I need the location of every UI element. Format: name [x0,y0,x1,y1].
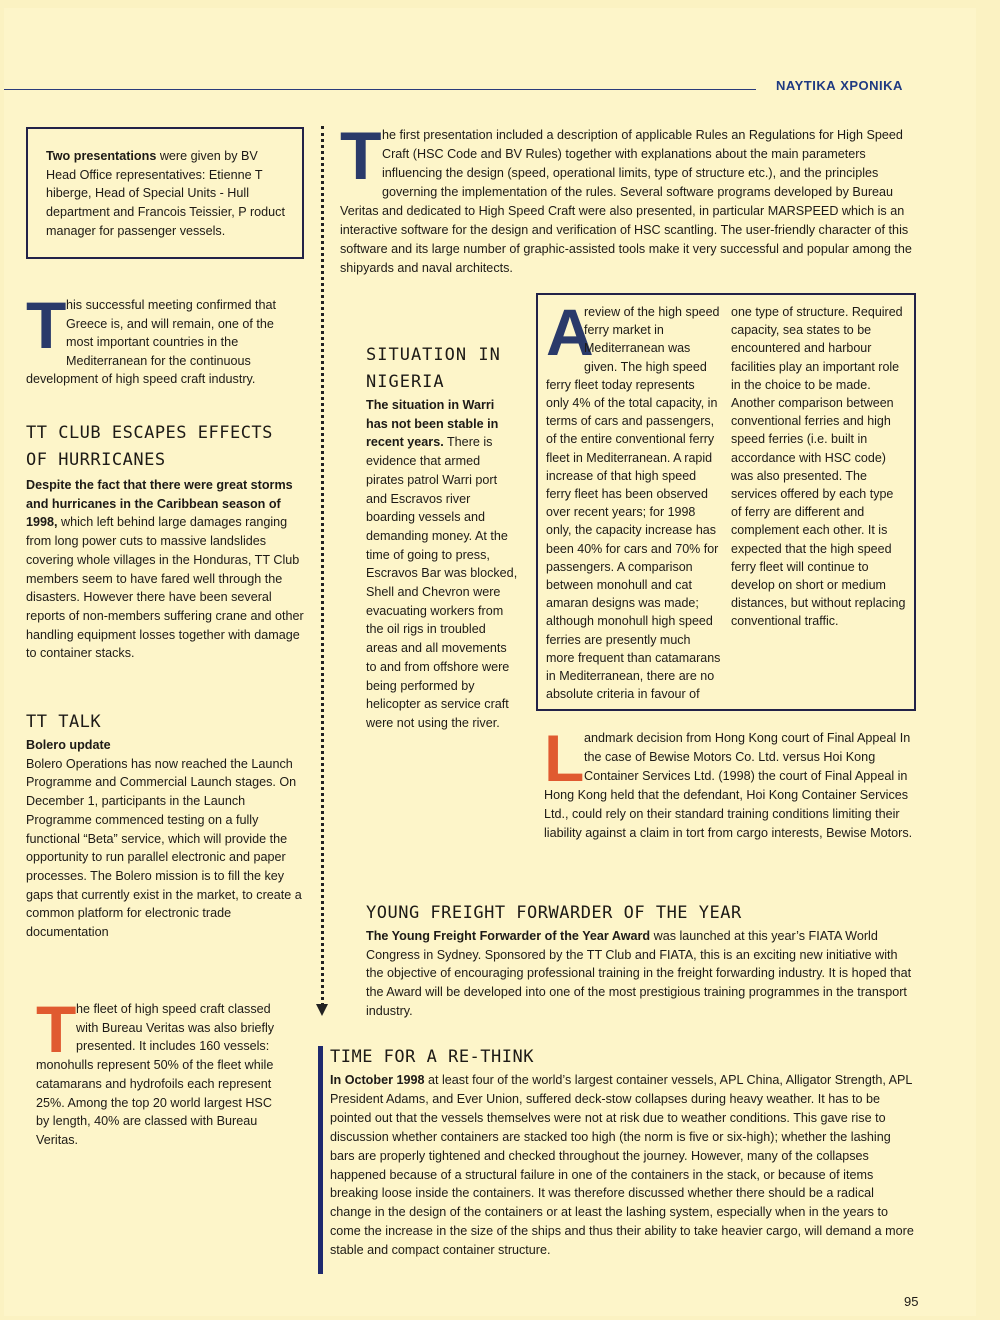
rethink-lead: In October 1998 [330,1073,425,1087]
drop-cap: L [544,721,585,795]
first-presentation-text: he first presentation included a description of applicable Rules an Regulations for High Speed Craft (HSC Code and BV Rules) together with explanations about the main parameters influencing the design (speed, operational limits, type of structure etc.), and the principles governing the implementation of the rules. Several software programs developed by Bureau Veritas and dedicated to High Speed Craft were also presented, in particular MARSPEED which is an interactive software for the design and verification of HSC scantling. The user-friendly character of this software and its large number of graphic-assisted tools make it very successful and popular among the shipyards and naval architects. [340,128,912,275]
review-box [536,293,916,711]
first-presentation-article [340,118,912,278]
landmark-text: andmark decision from Hong Kong court of Final Appeal In the case of Bewise Motors Co. Ltd. versus Hoi Kong Container Services Ltd. (1998) the court of Final Appeal in Hong Kong held that the defendant, Hoi Kong Container Services Ltd., could rely on their standard training conditions limiting their liability against a claim in tort from cargo interests, Bewise Motors. [544,731,913,840]
divider-arrow-icon [316,1004,328,1016]
nigeria-article [366,342,518,733]
young-forwarder-text: was launched at this year’s FIATA World Congress in Sydney. Sponsored by the TT Club and FIATA, this is an exciting new initiative with the objective of encouraging professional training in the freight forwarding industry. It is hoped that the Award will be developed into one of the most prestigious training programmes in the transport industry. [366,929,912,1018]
tt-talk-subtitle: Bolero update [26,738,111,752]
drop-cap: T [36,992,77,1066]
tt-talk-article [26,709,302,942]
young-forwarder-body [366,927,914,1021]
young-forwarder-article [366,900,914,1021]
young-forwarder-lead: The Young Freight Forwarder of the Year Award [366,929,651,943]
column-divider [321,126,324,1006]
presentations-lead: Two presentations [46,149,157,163]
review-text: review of the high speed ferry market in Mediterranean was given. The high speed ferry fleet today represents only 4% of the total capacity, in terms of cars and passengers, of the entire conventional ferry fleet in Mediterranean. A rapid increase of that high speed ferry fleet has been observed over recent years; for 1998 only, the capacity increase has been 40% for cars and 70% for passengers. A comparison between monohull and cat amaran designs was made; although monohull high speed ferries are presently much more frequent than catamarans in Mediterranean, there are no absolute criteria in favour of one type of structure. Required capacity, sea states to be encountered and harbour facilities play an important role in the choice to be made. Another comparison between conventional ferries and high speed ferries (i.e. built in accordance with HSC code) was also presented. The services offered by each type of ferry are different and complement each other. It is expected that the high speed ferry fleet will continue to develop on short or medium distances, but without replacing conventional traffic. [546,305,906,702]
tt-club-lead: Despite the fact that there were great storms and hurricanes in the Caribbean season of 1998, [26,478,293,530]
rethink-accent-bar [318,1046,323,1274]
fleet-text: he fleet of high speed craft classed with Bureau Veritas was also briefly presented. It includes 160 vessels: monohulls represent 50% of the fleet while catamarans and hydrofoils each represent 25%. Among the top 20 world largest HSC by length, 40% are classed with Bureau Veritas. [36,1002,275,1147]
rethink-article [330,1044,916,1260]
nigeria-text: There is evidence that armed pirates patrol Warri port and Escravos river boarding vessels and demanding money. At the time of going to press, Escravos Bar was blocked, Shell and Chevron were evacuating workers from the oil rigs in troubled areas and all movements to and from offshore were being performed by helicopter as service craft were not using the river. [366,435,518,730]
nigeria-heading: SITUATION IN NIGERIA [366,345,501,392]
rethink-text: at least four of the world’s largest container vessels, APL China, Alligator Strength, APL President Adams, and Ever Union, suffered deck-stow collapses during heavy weather. It has to be pointed out that the vessels themselves were not at risk due to weather conditions. This gave rise to discussion whether containers are stacked too high (the norm is five or six-high); whether the lashing bars are properly tightened and checked throughout the journey. However, many of the collapses happened because of a structural failure in one of the containers in the stack, or because of items breaking loose inside the containers. It was therefore discussed whether there should be a radical change in the design of the containers or at least the lashing system, especially when in the years to come the increase in the size of the ships and thus their ability to take heavier cargo, will demand a more stable and compact container structure. [330,1073,914,1258]
drop-cap: T [340,118,382,194]
tt-club-article [26,420,304,663]
presentations-box [26,127,304,259]
tt-talk-heading: TT TALK [26,712,102,732]
fleet-article [36,992,278,1150]
nigeria-lead: The situation in Warri has not been stable in recent years. [366,398,499,450]
tt-talk-text: Bolero Operations has now reached the Launch Programme and Commercial Launch stages. On December 1, participants in the Launch Programme commenced testing on a fully functional “Beta” service, which will provide the opportunity to run parallel electronic and paper processes. The Bolero mission is to fill the key gaps that currently exist in the market, to create a common platform for electronic trade documentation [26,756,302,940]
landmark-article [544,721,918,843]
page-number: 95 [904,1294,919,1309]
review-text-block [546,295,906,707]
tt-club-text: which left behind large damages ranging from long power cuts to massive landslides covering whole villages in the Honduras, TT Club members seem to have fared well through the disasters. However there have been several reports of non-members suffering crane and other handling equipment losses together with damage to container stacks. [26,515,304,661]
meeting-article [26,288,300,389]
nigeria-body [366,396,518,733]
young-forwarder-heading: YOUNG FREIGHT FORWARDER OF THE YEAR [366,903,742,923]
tt-club-body [26,476,304,663]
tt-club-heading: TT CLUB ESCAPES EFFECTS OF HURRICANES [26,423,273,470]
meeting-text: his successful meeting confirmed that Greece is, and will remain, one of the most important countries in the Mediterranean for the continuous development of high speed craft industry. [26,298,276,386]
header-rule [4,89,756,90]
rethink-body [330,1071,916,1260]
drop-cap: A [546,295,594,369]
magazine-title: ΝΑΥΤΙΚΑ ΧΡΟΝΙΚΑ [776,78,903,93]
drop-cap: T [26,288,67,362]
rethink-heading: TIME FOR A RE-THINK [330,1047,534,1067]
presentations-body: were given by BV Head Office representatives: Etienne T hiberge, Head of Special Units - Hull department and Francois Teissier, P roduct manager for passenger vessels. [46,149,285,238]
presentations-text [46,147,286,241]
